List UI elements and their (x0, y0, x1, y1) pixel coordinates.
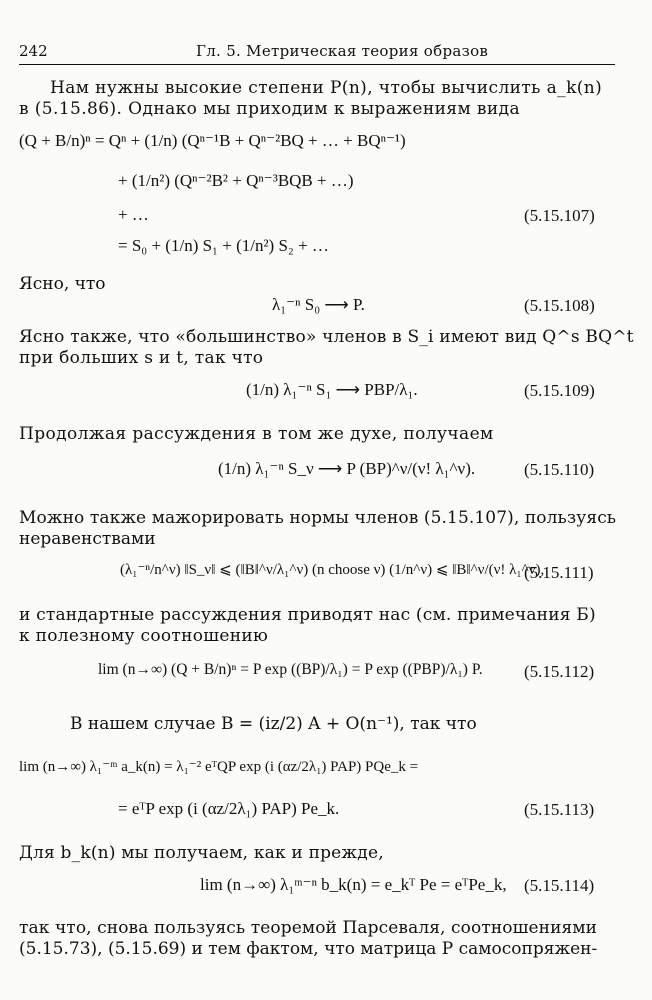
equation-line: lim (n→∞) λ₁ᵐ⁻ⁿ b_k(n) = e_kᵀ Pe = eᵀPe_k, (200, 875, 507, 894)
running-title: Гл. 5. Метрическая теория образов (196, 42, 489, 60)
equation-line: = eᵀP exp (i (αz/2λ₁) PAP) Pe_k. (118, 799, 340, 818)
equation-line: = S₀ + (1/n) S₁ + (1/n²) S₂ + … (118, 236, 329, 255)
text-line: Можно также мажорировать нормы членов (5.15.107), пользуясь (19, 508, 617, 528)
equation-number: (5.15.112) (524, 662, 595, 681)
equation-line: + … (118, 205, 149, 224)
equation-line: (1/n) λ₁⁻ⁿ S_ν ⟶ P (BP)^ν/(ν! λ₁^ν). (218, 459, 476, 478)
equation-line: lim (n→∞) λ₁⁻ᵐ a_k(n) = λ₁⁻² eᵀQP exp (i (αz/2λ₁) PAP) PQe_k = (19, 759, 419, 775)
text-line: Для b_k(n) мы получаем, как и прежде, (19, 843, 384, 863)
text-line: Продолжая рассуждения в том же духе, получаем (19, 424, 494, 444)
text-line: в (5.15.86). Однако мы приходим к выражениям вида (19, 99, 520, 119)
text-line: и стандартные рассуждения приводят нас (см. примечания Б) (19, 605, 596, 625)
text-line: при больших s и t, так что (19, 348, 264, 368)
text-line: Нам нужны высокие степени P(n), чтобы вычислить a_k(n) (50, 78, 603, 98)
text-line: так что, снова пользуясь теоремой Парсеваля, соотношениями (19, 918, 598, 938)
equation-number: (5.15.110) (524, 460, 595, 479)
text-line: (5.15.73), (5.15.69) и тем фактом, что матрица P самосопряжен- (19, 939, 598, 959)
equation-line: (λ₁⁻ⁿ/n^ν) ‖S_ν‖ ⩽ (‖B‖^ν/λ₁^ν) (n choose ν) (1/n^ν) ⩽ ‖B‖^ν/(ν! λ₁^ν), (120, 562, 545, 578)
equation-number: (5.15.114) (524, 876, 595, 895)
text-line: неравенствами (19, 529, 156, 549)
equation-number: (5.15.107) (524, 206, 595, 225)
equation-line: λ₁⁻ⁿ S₀ ⟶ P. (272, 295, 365, 314)
text-line: Ясно также, что «большинство» членов в S_i имеют вид Q^s BQ^t (19, 327, 634, 347)
equation-line: lim (n→∞) (Q + B/n)ⁿ = P exp ((BP)/λ₁) = P exp ((PBP)/λ₁) P. (98, 661, 483, 678)
header-rule (19, 64, 615, 65)
text-line: к полезному соотношению (19, 626, 269, 646)
equation-number: (5.15.109) (524, 381, 595, 400)
equation-line: (Q + B/n)ⁿ = Qⁿ + (1/n) (Qⁿ⁻¹B + Qⁿ⁻²BQ + … + BQⁿ⁻¹) (19, 131, 406, 150)
equation-number: (5.15.111) (524, 563, 594, 582)
equation-line: + (1/n²) (Qⁿ⁻²B² + Qⁿ⁻³BQB + …) (118, 171, 354, 190)
text-line: В нашем случае B = (iz/2) A + O(n⁻¹), так что (70, 714, 477, 734)
equation-number: (5.15.113) (524, 800, 595, 819)
equation-number: (5.15.108) (524, 296, 595, 315)
equation-line: (1/n) λ₁⁻ⁿ S₁ ⟶ PBP/λ₁. (246, 380, 418, 399)
page-number: 242 (19, 42, 48, 60)
text-line: Ясно, что (19, 274, 106, 294)
